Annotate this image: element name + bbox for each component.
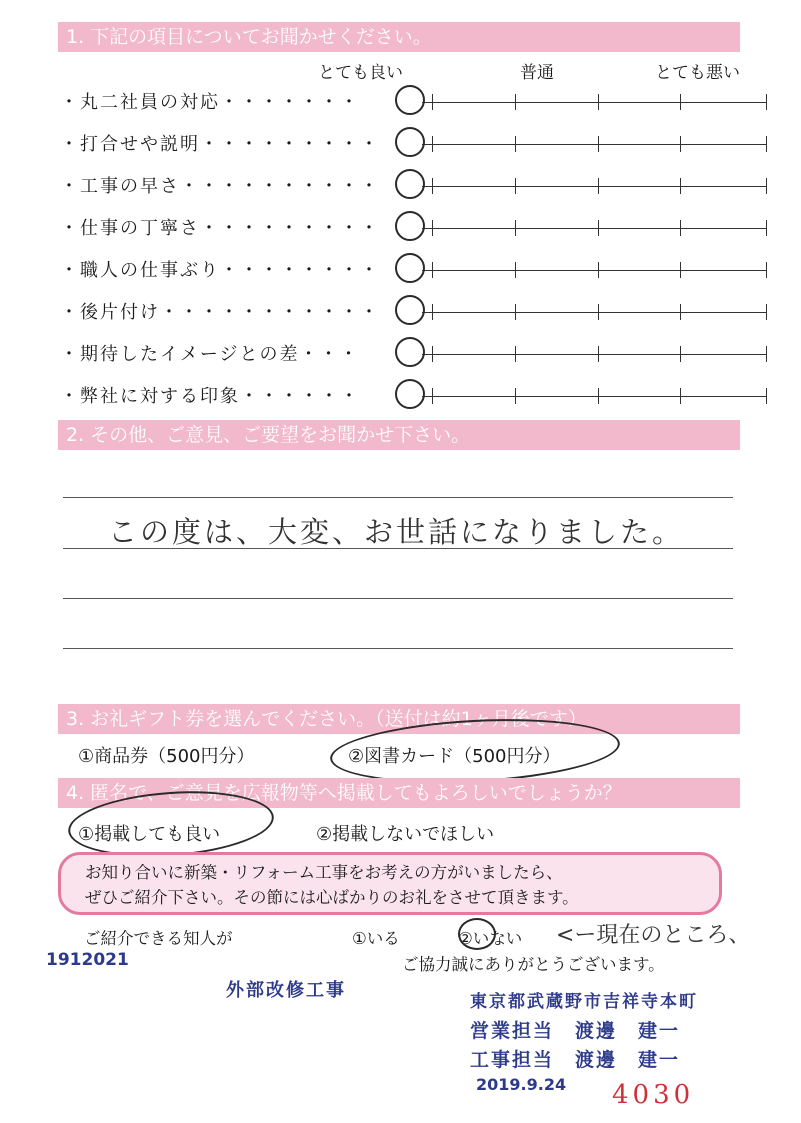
scale-normal-label: 普通 bbox=[520, 63, 554, 83]
rating-tick-1[interactable] bbox=[432, 94, 433, 110]
section4-title: 4. 匿名で、ご意見を広報物等へ掲載してもよろしいでしょうか？ bbox=[58, 778, 740, 808]
rating-tick-5[interactable] bbox=[766, 346, 767, 362]
rating-tick-2[interactable] bbox=[515, 262, 516, 278]
rating-tick-4[interactable] bbox=[680, 304, 681, 320]
survey-code: 1912021 bbox=[46, 950, 129, 970]
thanks-message: ご協力誠にありがとうございます。 bbox=[402, 955, 665, 974]
rating-tick-4[interactable] bbox=[680, 136, 681, 152]
rating-scale-line bbox=[422, 396, 767, 397]
referral-option-no[interactable]: ②いない bbox=[458, 929, 523, 948]
handwritten-note: <ー現在のところ、 bbox=[556, 923, 751, 948]
rating-tick-4[interactable] bbox=[680, 262, 681, 278]
question-label: ・後片付け・・・・・・・・・・・ bbox=[60, 302, 380, 323]
selected-rating-circle bbox=[395, 253, 425, 283]
sales-representative: 営業担当 渡邊 建一 bbox=[470, 1020, 681, 1042]
question-row bbox=[60, 298, 720, 328]
answer-rule-line bbox=[63, 497, 733, 498]
question-row bbox=[60, 256, 720, 286]
rating-tick-1[interactable] bbox=[432, 388, 433, 404]
rating-tick-5[interactable] bbox=[766, 178, 767, 194]
selected-rating-circle bbox=[395, 85, 425, 115]
rating-tick-5[interactable] bbox=[766, 304, 767, 320]
selected-rating-circle bbox=[395, 169, 425, 199]
customer-address: 東京都武蔵野市吉祥寺本町 bbox=[470, 992, 698, 1012]
rating-tick-4[interactable] bbox=[680, 388, 681, 404]
selected-referral-circle bbox=[458, 918, 496, 950]
rating-scale-line bbox=[422, 228, 767, 229]
referral-question: ご紹介できる知人が bbox=[84, 929, 233, 948]
rating-tick-4[interactable] bbox=[680, 94, 681, 110]
rating-tick-3[interactable] bbox=[598, 136, 599, 152]
rating-tick-5[interactable] bbox=[766, 94, 767, 110]
rating-scale-line bbox=[422, 102, 767, 103]
referral-text-line1: お知り合いに新築・リフォーム工事をお考えの方がいましたら、 bbox=[85, 863, 563, 882]
gift-option-book-card[interactable]: ②図書カード（500円分） bbox=[348, 746, 561, 767]
referral-option-yes[interactable]: ①いる bbox=[352, 929, 400, 948]
rating-scale-line bbox=[422, 354, 767, 355]
section1-title: 1. 下記の項目についてお聞かせください。 bbox=[58, 22, 740, 52]
rating-scale-line bbox=[422, 312, 767, 313]
gift-option-shopping-voucher[interactable]: ①商品券（500円分） bbox=[78, 746, 255, 767]
question-row bbox=[60, 172, 720, 202]
question-label: ・工事の早さ・・・・・・・・・・ bbox=[60, 176, 380, 197]
selected-rating-circle bbox=[395, 127, 425, 157]
survey-date: 2019.9.24 bbox=[476, 1075, 567, 1094]
question-row bbox=[60, 214, 720, 244]
publish-option-deny[interactable]: ②掲載しないでほしい bbox=[316, 824, 495, 845]
rating-tick-2[interactable] bbox=[515, 304, 516, 320]
handwritten-number: 4030 bbox=[612, 1080, 695, 1110]
rating-tick-3[interactable] bbox=[598, 304, 599, 320]
selected-rating-circle bbox=[395, 337, 425, 367]
work-type: 外部改修工事 bbox=[226, 980, 346, 1001]
section3-title: 3. お礼ギフト券を選んでください。（送付は約1ヶ月後です） bbox=[58, 704, 740, 734]
question-row bbox=[60, 88, 720, 118]
selected-rating-circle bbox=[395, 295, 425, 325]
rating-tick-2[interactable] bbox=[515, 388, 516, 404]
question-row bbox=[60, 130, 720, 160]
rating-scale-line bbox=[422, 144, 767, 145]
rating-tick-2[interactable] bbox=[515, 220, 516, 236]
referral-text-line2: ぜひご紹介下さい。その節には心ばかりのお礼をさせて頂きます。 bbox=[85, 888, 579, 907]
rating-tick-3[interactable] bbox=[598, 388, 599, 404]
rating-tick-3[interactable] bbox=[598, 178, 599, 194]
rating-tick-1[interactable] bbox=[432, 262, 433, 278]
answer-rule-line bbox=[63, 648, 733, 649]
rating-tick-2[interactable] bbox=[515, 346, 516, 362]
rating-tick-3[interactable] bbox=[598, 262, 599, 278]
rating-scale-line bbox=[422, 270, 767, 271]
rating-tick-3[interactable] bbox=[598, 220, 599, 236]
rating-tick-2[interactable] bbox=[515, 178, 516, 194]
selected-rating-circle bbox=[395, 379, 425, 409]
rating-scale-line bbox=[422, 186, 767, 187]
rating-tick-4[interactable] bbox=[680, 178, 681, 194]
rating-tick-1[interactable] bbox=[432, 136, 433, 152]
question-label: ・仕事の丁寧さ・・・・・・・・・ bbox=[60, 218, 380, 239]
rating-tick-2[interactable] bbox=[515, 94, 516, 110]
rating-tick-3[interactable] bbox=[598, 94, 599, 110]
question-row bbox=[60, 340, 720, 370]
rating-tick-1[interactable] bbox=[432, 220, 433, 236]
rating-tick-5[interactable] bbox=[766, 388, 767, 404]
rating-tick-1[interactable] bbox=[432, 178, 433, 194]
rating-tick-1[interactable] bbox=[432, 346, 433, 362]
question-label: ・職人の仕事ぶり・・・・・・・・ bbox=[60, 260, 380, 281]
rating-tick-5[interactable] bbox=[766, 220, 767, 236]
comment-answer[interactable]: この度は、大変、お世話になりました。 bbox=[108, 515, 685, 549]
rating-tick-1[interactable] bbox=[432, 304, 433, 320]
rating-tick-5[interactable] bbox=[766, 136, 767, 152]
rating-tick-5[interactable] bbox=[766, 262, 767, 278]
question-label: ・丸二社員の対応・・・・・・・ bbox=[60, 92, 360, 113]
rating-tick-2[interactable] bbox=[515, 136, 516, 152]
question-label: ・期待したイメージとの差・・・ bbox=[60, 344, 360, 365]
answer-rule-line bbox=[63, 598, 733, 599]
rating-tick-3[interactable] bbox=[598, 346, 599, 362]
question-label: ・弊社に対する印象・・・・・・ bbox=[60, 386, 360, 407]
section2-title: 2. その他、ご意見、ご要望をお聞かせ下さい。 bbox=[58, 420, 740, 450]
rating-tick-4[interactable] bbox=[680, 346, 681, 362]
selected-rating-circle bbox=[395, 211, 425, 241]
question-row bbox=[60, 382, 720, 412]
rating-tick-4[interactable] bbox=[680, 220, 681, 236]
scale-best-label: とても良い bbox=[318, 63, 403, 83]
construction-representative: 工事担当 渡邊 建一 bbox=[470, 1049, 681, 1071]
question-label: ・打合せや説明・・・・・・・・・ bbox=[60, 134, 380, 155]
scale-worst-label: とても悪い bbox=[655, 63, 740, 83]
referral-notice bbox=[58, 852, 722, 915]
publish-option-allow[interactable]: ①掲載しても良い bbox=[78, 824, 221, 845]
